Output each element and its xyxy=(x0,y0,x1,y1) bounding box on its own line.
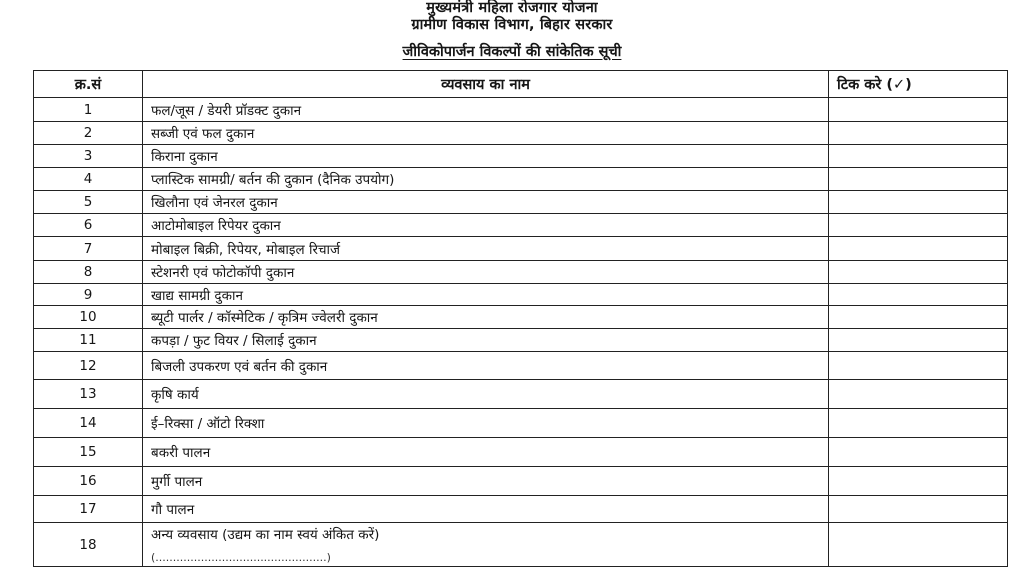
tick-box[interactable] xyxy=(829,191,1008,214)
tick-box[interactable] xyxy=(829,237,1008,261)
table-row xyxy=(34,467,1008,496)
table-row xyxy=(34,329,1008,352)
tick-box[interactable] xyxy=(829,523,1008,567)
table-row xyxy=(34,191,1008,214)
tick-box[interactable] xyxy=(829,496,1008,523)
business-name-cell: गौ पालन xyxy=(143,496,829,523)
livelihood-options-table xyxy=(33,70,1008,567)
serial-cell: 8 xyxy=(34,261,143,284)
tick-box[interactable] xyxy=(829,145,1008,168)
serial-cell: 3 xyxy=(34,145,143,168)
serial-cell: 17 xyxy=(34,496,143,523)
department-title: ग्रामीण विकास विभाग, बिहार सरकार xyxy=(411,17,613,33)
tick-box[interactable] xyxy=(829,438,1008,467)
business-name-cell: ई–रिक्सा / ऑटो रिक्शा xyxy=(143,409,829,438)
table-row xyxy=(34,352,1008,380)
table-row xyxy=(34,380,1008,409)
serial-column-header: क्र.सं xyxy=(34,71,143,98)
tick-box[interactable] xyxy=(829,98,1008,122)
other-business-label: अन्य व्यवसाय (उद्यम का नाम स्वयं अंकित करें) xyxy=(151,527,380,543)
business-name-cell: मुर्गी पालन xyxy=(143,467,829,496)
business-name-cell: बकरी पालन xyxy=(143,438,829,467)
tick-box[interactable] xyxy=(829,214,1008,237)
business-name-cell xyxy=(143,523,829,567)
tick-box[interactable] xyxy=(829,409,1008,438)
tick-box[interactable] xyxy=(829,352,1008,380)
business-name-cell: फल/जूस / डेयरी प्रॉडक्ट दुकान xyxy=(143,98,829,122)
business-name-cell: स्टेशनरी एवं फोटोकॉपी दुकान xyxy=(143,261,829,284)
serial-cell: 2 xyxy=(34,122,143,145)
business-name-cell: खिलौना एवं जेनरल दुकान xyxy=(143,191,829,214)
tick-box[interactable] xyxy=(829,329,1008,352)
serial-cell: 10 xyxy=(34,306,143,329)
serial-cell: 13 xyxy=(34,380,143,409)
table-row xyxy=(34,145,1008,168)
document-header xyxy=(0,0,1024,61)
table-row xyxy=(34,523,1008,567)
serial-cell: 4 xyxy=(34,168,143,191)
business-name-cell: सब्जी एवं फल दुकान xyxy=(143,122,829,145)
serial-cell: 18 xyxy=(34,523,143,567)
business-name-cell: ब्यूटी पार्लर / कॉस्मेटिक / कृत्रिम ज्वेलरी दुकान xyxy=(143,306,829,329)
serial-cell: 7 xyxy=(34,237,143,261)
business-name-cell: बिजली उपकरण एवं बर्तन की दुकान xyxy=(143,352,829,380)
table-row xyxy=(34,409,1008,438)
table-row xyxy=(34,214,1008,237)
tick-box[interactable] xyxy=(829,168,1008,191)
business-name-cell: आटोमोबाइल रिपेयर दुकान xyxy=(143,214,829,237)
tick-box[interactable] xyxy=(829,122,1008,145)
business-name-cell: प्लास्टिक सामग्री/ बर्तन की दुकान (दैनिक उपयोग) xyxy=(143,168,829,191)
business-name-column-header: व्यवसाय का नाम xyxy=(143,71,829,98)
table-row xyxy=(34,306,1008,329)
serial-cell: 11 xyxy=(34,329,143,352)
business-name-cell: खाद्य सामग्री दुकान xyxy=(143,284,829,306)
table-header-row xyxy=(34,71,1008,98)
business-name-cell: किराना दुकान xyxy=(143,145,829,168)
tick-box[interactable] xyxy=(829,261,1008,284)
table-row xyxy=(34,98,1008,122)
tick-box[interactable] xyxy=(829,306,1008,329)
list-subtitle: जीविकोपार्जन विकल्पों की सांकेतिक सूची xyxy=(402,44,622,60)
tick-box[interactable] xyxy=(829,467,1008,496)
table-row xyxy=(34,496,1008,523)
table-row xyxy=(34,261,1008,284)
table-row xyxy=(34,284,1008,306)
serial-cell: 6 xyxy=(34,214,143,237)
table-row xyxy=(34,168,1008,191)
table-row xyxy=(34,237,1008,261)
other-business-blank[interactable]: (.................................................) xyxy=(151,551,331,564)
serial-cell: 14 xyxy=(34,409,143,438)
serial-cell: 16 xyxy=(34,467,143,496)
scheme-title: मुख्यमंत्री महिला रोजगार योजना xyxy=(426,0,598,16)
tick-box[interactable] xyxy=(829,284,1008,306)
serial-cell: 1 xyxy=(34,98,143,122)
business-name-cell: कपड़ा / फुट वियर / सिलाई दुकान xyxy=(143,329,829,352)
table-row xyxy=(34,438,1008,467)
tick-box[interactable] xyxy=(829,380,1008,409)
serial-cell: 9 xyxy=(34,284,143,306)
business-name-cell: कृषि कार्य xyxy=(143,380,829,409)
tick-column-header: टिक करे (✓) xyxy=(829,71,1008,98)
business-name-cell: मोबाइल बिक्री, रिपेयर, मोबाइल रिचार्ज xyxy=(143,237,829,261)
serial-cell: 5 xyxy=(34,191,143,214)
serial-cell: 15 xyxy=(34,438,143,467)
table-row xyxy=(34,122,1008,145)
serial-cell: 12 xyxy=(34,352,143,380)
